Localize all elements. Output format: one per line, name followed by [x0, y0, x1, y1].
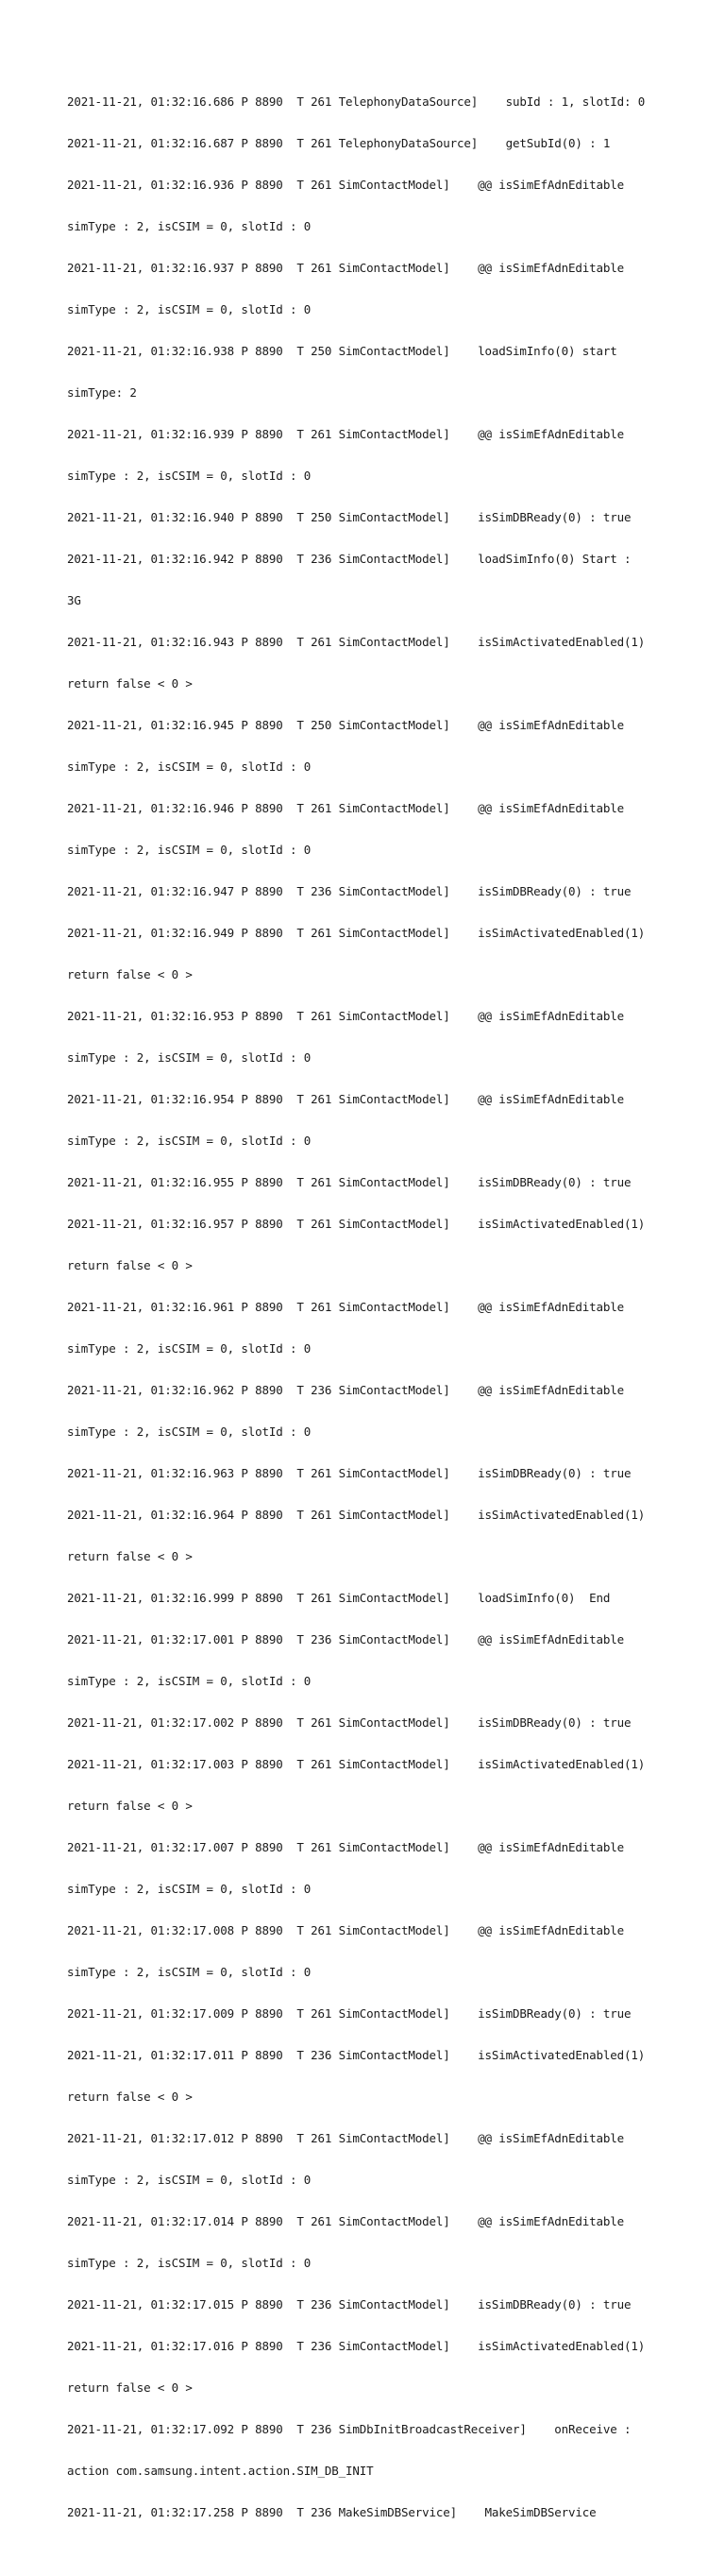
log-line: 2021-11-21, 01:32:16.947 P 8890 T 236 SimContactModel] isSimDBReady(0) : true: [67, 884, 632, 899]
log-line: 2021-11-21, 01:32:17.002 P 8890 T 261 SimContactModel] isSimDBReady(0) : true: [67, 1715, 632, 1731]
log-line: 2021-11-21, 01:32:16.954 P 8890 T 261 SimContactModel] @@ isSimEfAdnEditable: [67, 1092, 625, 1107]
log-line: return false < 0 >: [67, 676, 193, 691]
log-line: simType : 2, isCSIM = 0, slotId : 0: [67, 219, 312, 234]
log-line: simType : 2, isCSIM = 0, slotId : 0: [67, 843, 312, 858]
log-line: 2021-11-21, 01:32:17.007 P 8890 T 261 SimContactModel] @@ isSimEfAdnEditable: [67, 1840, 625, 1855]
log-line: 2021-11-21, 01:32:16.964 P 8890 T 261 SimContactModel] isSimActivatedEnabled(1): [67, 1508, 646, 1523]
log-line: 2021-11-21, 01:32:17.012 P 8890 T 261 SimContactModel] @@ isSimEfAdnEditable: [67, 2131, 625, 2146]
log-line: 2021-11-21, 01:32:17.008 P 8890 T 261 SimContactModel] @@ isSimEfAdnEditable: [67, 1923, 625, 1938]
log-line: simType : 2, isCSIM = 0, slotId : 0: [67, 1134, 312, 1149]
log-line: return false < 0 >: [67, 967, 193, 982]
log-line: simType: 2: [67, 385, 137, 401]
log-line: 3G: [67, 593, 81, 608]
log-line: 2021-11-21, 01:32:16.955 P 8890 T 261 SimContactModel] isSimDBReady(0) : true: [67, 1175, 632, 1190]
log-line: [67, 2548, 671, 2562]
log-line: 2021-11-21, 01:32:17.015 P 8890 T 236 SimContactModel] isSimDBReady(0) : true: [67, 2297, 632, 2312]
log-line: 2021-11-21, 01:32:16.687 P 8890 T 261 TelephonyDataSource] getSubId(0) : 1: [67, 136, 611, 151]
log-line: simType : 2, isCSIM = 0, slotId : 0: [67, 1965, 312, 1980]
log-line: simType : 2, isCSIM = 0, slotId : 0: [67, 1050, 312, 1066]
log-line: 2021-11-21, 01:32:16.949 P 8890 T 261 SimContactModel] isSimActivatedEnabled(1): [67, 926, 646, 941]
log-line: 2021-11-21, 01:32:16.961 P 8890 T 261 SimContactModel] @@ isSimEfAdnEditable: [67, 1300, 625, 1315]
log-line: simType : 2, isCSIM = 0, slotId : 0: [67, 302, 312, 317]
log-line: 2021-11-21, 01:32:16.957 P 8890 T 261 SimContactModel] isSimActivatedEnabled(1): [67, 1217, 646, 1232]
log-document-body: [67, 68, 671, 2576]
log-line: 2021-11-21, 01:32:17.011 P 8890 T 236 SimContactModel] isSimActivatedEnabled(1): [67, 2048, 646, 2063]
log-line: 2021-11-21, 01:32:17.014 P 8890 T 261 SimContactModel] @@ isSimEfAdnEditable: [67, 2214, 625, 2229]
log-line: return false < 0 >: [67, 1799, 193, 1814]
log-line: simType : 2, isCSIM = 0, slotId : 0: [67, 1674, 312, 1689]
log-line: action com.samsung.intent.action.SIM_DB_INIT: [67, 2464, 374, 2479]
log-line: simType : 2, isCSIM = 0, slotId : 0: [67, 1882, 312, 1897]
log-line: return false < 0 >: [67, 1549, 193, 1564]
log-line: 2021-11-21, 01:32:17.003 P 8890 T 261 SimContactModel] isSimActivatedEnabled(1): [67, 1757, 646, 1772]
log-line: return false < 0 >: [67, 2090, 193, 2105]
log-line: 2021-11-21, 01:32:16.999 P 8890 T 261 SimContactModel] loadSimInfo(0) End: [67, 1591, 611, 1606]
log-line: 2021-11-21, 01:32:16.938 P 8890 T 250 SimContactModel] loadSimInfo(0) start: [67, 344, 617, 359]
log-line: 2021-11-21, 01:32:17.092 P 8890 T 236 SimDbInitBroadcastReceiver] onReceive :: [67, 2422, 632, 2437]
log-line: simType : 2, isCSIM = 0, slotId : 0: [67, 1341, 312, 1356]
log-line: 2021-11-21, 01:32:16.963 P 8890 T 261 SimContactModel] isSimDBReady(0) : true: [67, 1466, 632, 1481]
log-line: 2021-11-21, 01:32:16.942 P 8890 T 236 SimContactModel] loadSimInfo(0) Start :: [67, 552, 632, 567]
log-line: simType : 2, isCSIM = 0, slotId : 0: [67, 2256, 312, 2271]
log-line: 2021-11-21, 01:32:17.001 P 8890 T 236 SimContactModel] @@ isSimEfAdnEditable: [67, 1632, 625, 1647]
log-line: 2021-11-21, 01:32:17.016 P 8890 T 236 SimContactModel] isSimActivatedEnabled(1): [67, 2339, 646, 2354]
log-line: 2021-11-21, 01:32:16.940 P 8890 T 250 SimContactModel] isSimDBReady(0) : true: [67, 510, 632, 525]
log-line: simType : 2, isCSIM = 0, slotId : 0: [67, 469, 312, 484]
log-line: return false < 0 >: [67, 1258, 193, 1273]
log-line: 2021-11-21, 01:32:16.937 P 8890 T 261 SimContactModel] @@ isSimEfAdnEditable: [67, 261, 625, 276]
log-line: 2021-11-21, 01:32:16.946 P 8890 T 261 SimContactModel] @@ isSimEfAdnEditable: [67, 801, 625, 816]
log-line: 2021-11-21, 01:32:16.939 P 8890 T 261 SimContactModel] @@ isSimEfAdnEditable: [67, 427, 625, 442]
log-line: 2021-11-21, 01:32:17.009 P 8890 T 261 SimContactModel] isSimDBReady(0) : true: [67, 2006, 632, 2022]
log-line: return false < 0 >: [67, 2380, 193, 2396]
log-line: 2021-11-21, 01:32:16.953 P 8890 T 261 SimContactModel] @@ isSimEfAdnEditable: [67, 1009, 625, 1024]
log-line: simType : 2, isCSIM = 0, slotId : 0: [67, 2173, 312, 2188]
log-line: 2021-11-21, 01:32:17.258 P 8890 T 236 MakeSimDBService] MakeSimDBService: [67, 2505, 597, 2520]
log-line: 2021-11-21, 01:32:16.962 P 8890 T 236 SimContactModel] @@ isSimEfAdnEditable: [67, 1383, 625, 1398]
log-line: 2021-11-21, 01:32:16.943 P 8890 T 261 SimContactModel] isSimActivatedEnabled(1): [67, 635, 646, 650]
log-line: 2021-11-21, 01:32:16.945 P 8890 T 250 SimContactModel] @@ isSimEfAdnEditable: [67, 718, 625, 733]
log-line: simType : 2, isCSIM = 0, slotId : 0: [67, 759, 312, 775]
log-line: 2021-11-21, 01:32:16.686 P 8890 T 261 TelephonyDataSource] subId : 1, slotId: 0: [67, 94, 646, 110]
log-line: simType : 2, isCSIM = 0, slotId : 0: [67, 1424, 312, 1440]
log-line: 2021-11-21, 01:32:16.936 P 8890 T 261 SimContactModel] @@ isSimEfAdnEditable: [67, 178, 625, 193]
